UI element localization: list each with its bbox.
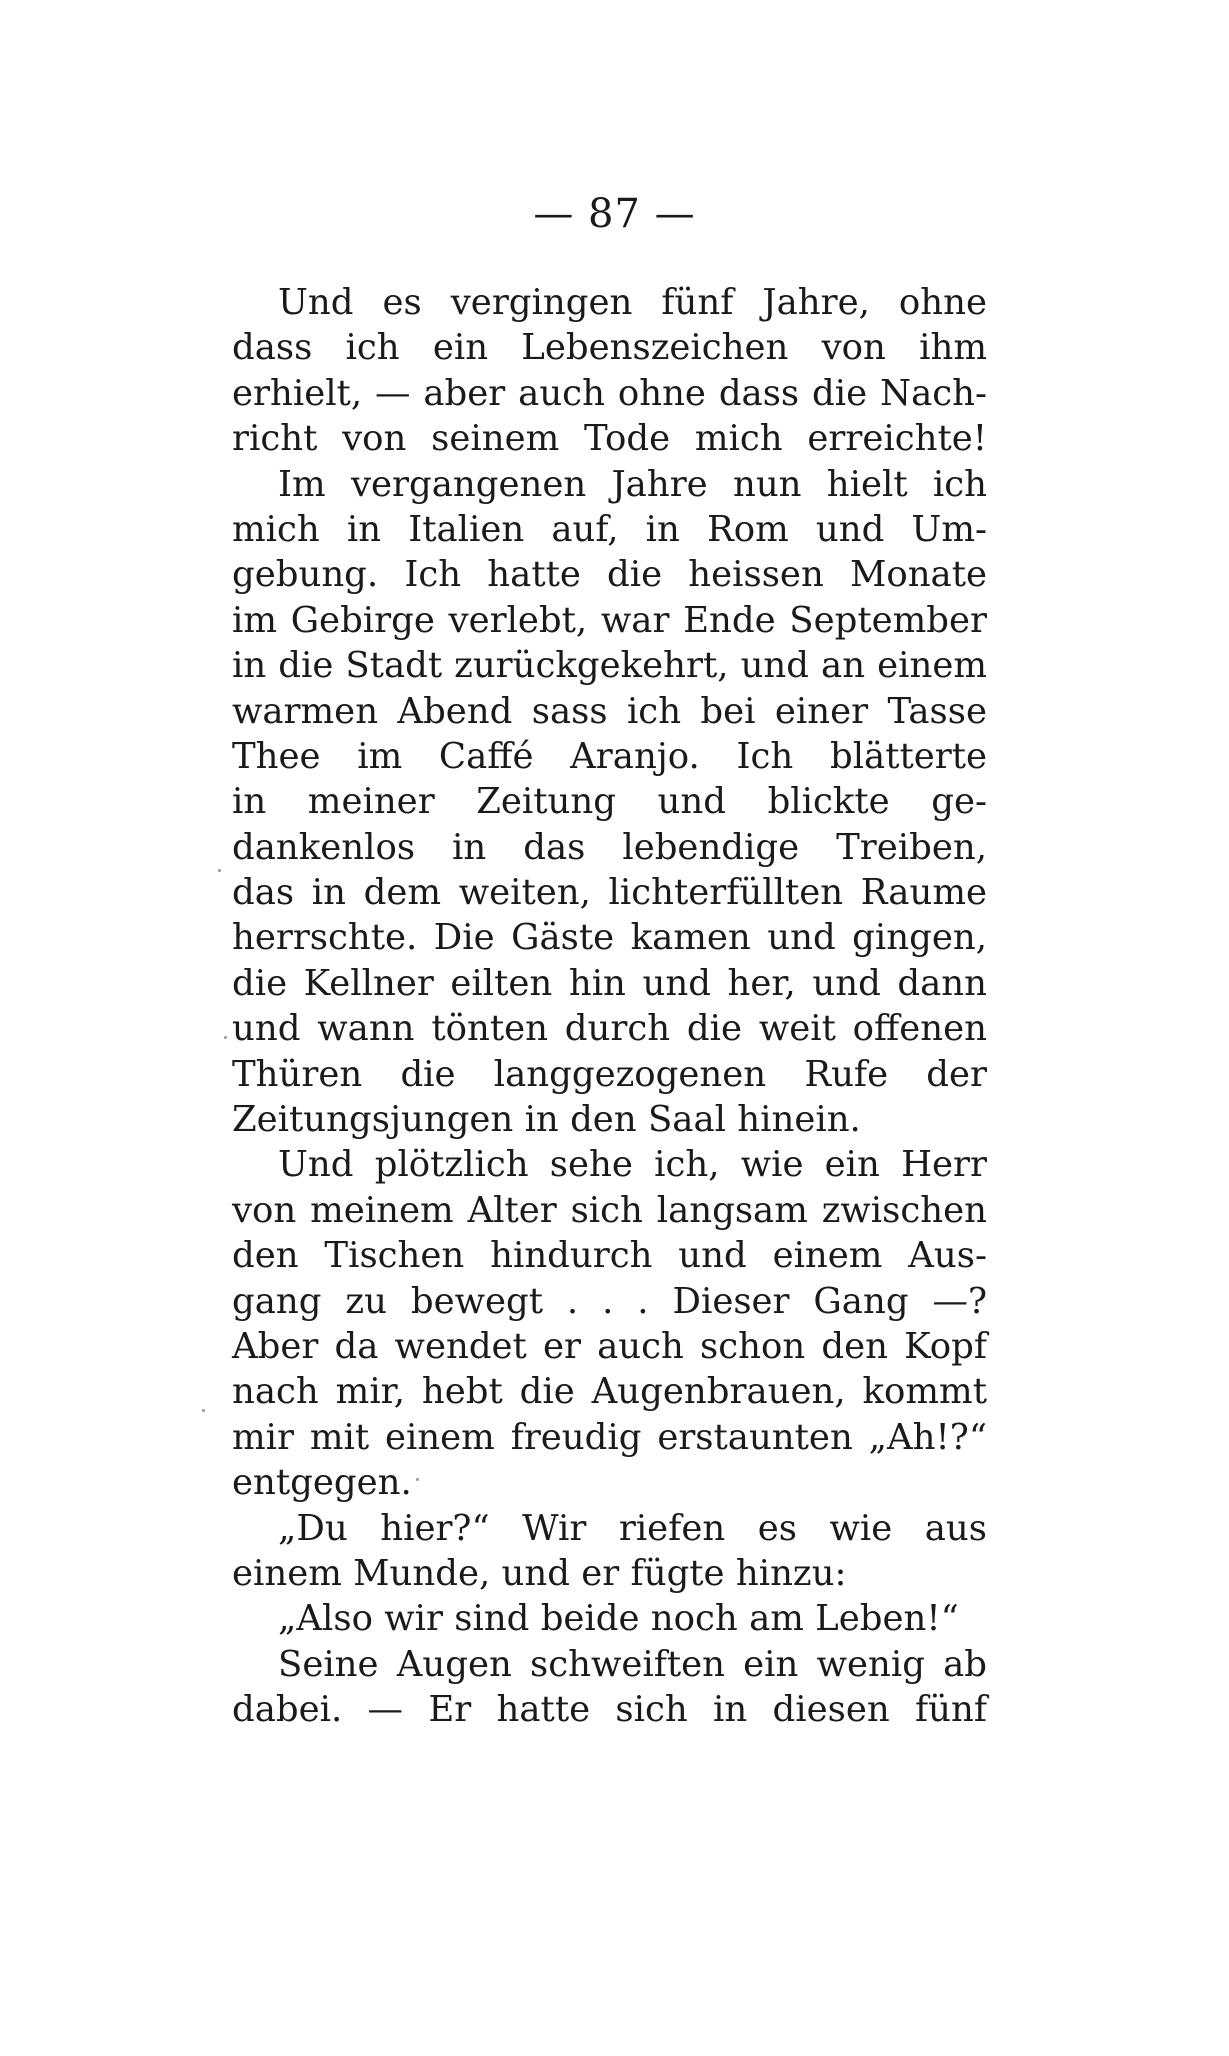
scan-speck [416, 1478, 419, 1481]
text-line: Und es vergingen fünf Jahre, ohne [278, 282, 987, 323]
body-text [232, 280, 987, 1733]
scan-speck [224, 1036, 227, 1039]
text-line: Aber da wendet er auch schon den Kopf [232, 1325, 987, 1367]
text-line: Seine Augen schweiften ein wenig ab [278, 1643, 987, 1685]
text-line: das in dem weiten, lichterfüllten Raume [232, 872, 987, 914]
text-line: Im vergangenen Jahre nun hielt ich [278, 463, 987, 505]
text-line: erhielt, — aber auch ohne dass die Nach- [232, 372, 987, 414]
text-line: in die Stadt zurückgekehrt, und an einem [232, 645, 987, 687]
text-line: richt von seinem Tode mich erreichte! [232, 418, 987, 460]
text-line: „Du hier?“ Wir riefen es wie aus [278, 1507, 987, 1549]
text-line: einem Munde, und er fügte hinzu: [232, 1552, 847, 1594]
text-line: Und plötzlich sehe ich, wie ein Herr [278, 1144, 987, 1186]
text-line: und wann tönten durch die weit offenen [232, 1008, 987, 1050]
text-line: gang zu bewegt . . . Dieser Gang —? [232, 1280, 987, 1322]
text-line: Zeitungsjungen in den Saal hinein. [232, 1099, 861, 1141]
text-line: mir mit einem freudig erstaunten „Ah!?“ [232, 1416, 987, 1458]
text-line: die Kellner eilten hin und her, und dann [232, 962, 987, 1004]
text-line: dabei. — Er hatte sich in diesen fünf [232, 1689, 987, 1731]
text-line: mich in Italien auf, in Rom und Um- [232, 508, 987, 550]
text-line: in meiner Zeitung und blickte ge- [232, 781, 987, 823]
text-line: dass ich ein Lebenszeichen von ihm [232, 327, 987, 369]
text-line: warmen Abend sass ich bei einer Tasse [232, 690, 987, 732]
scan-speck [202, 1409, 205, 1412]
text-line: nach mir, hebt die Augenbrauen, kommt [232, 1371, 987, 1413]
text-line: entgegen. [232, 1462, 412, 1504]
text-line: herrschte. Die Gäste kamen und gingen, [232, 917, 987, 959]
text-line: gebung. Ich hatte die heissen Monate [232, 554, 987, 596]
scan-speck [218, 869, 221, 872]
text-line: im Gebirge verlebt, war Ende September [232, 599, 987, 641]
text-line: den Tischen hindurch und einem Aus- [232, 1235, 987, 1277]
page-number: — 87 — [533, 191, 696, 237]
text-line: Thee im Caffé Aranjo. Ich blätterte [232, 735, 987, 777]
text-line: von meinem Alter sich langsam zwischen [232, 1189, 987, 1231]
text-line: dankenlos in das lebendige Treiben, [232, 826, 987, 868]
text-line: Thüren die langgezogenen Rufe der [232, 1053, 987, 1095]
text-line: „Also wir sind beide noch am Leben!“ [278, 1598, 959, 1640]
